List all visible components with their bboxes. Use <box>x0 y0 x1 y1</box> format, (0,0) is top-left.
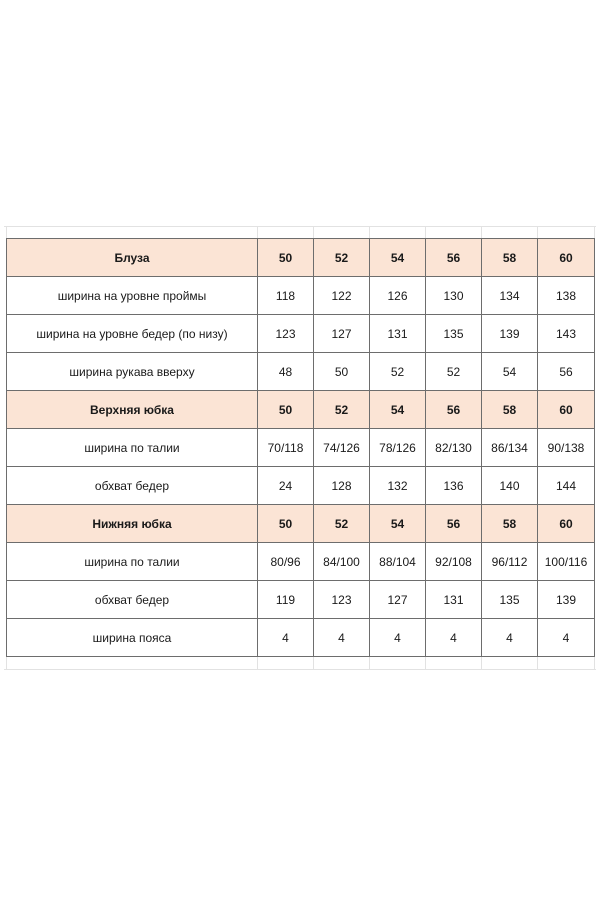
measurement-value: 127 <box>370 581 426 619</box>
measurement-value: 100/116 <box>538 543 595 581</box>
measurement-value: 138 <box>538 277 595 315</box>
measurement-value: 119 <box>258 581 314 619</box>
measurement-value: 84/100 <box>314 543 370 581</box>
measurement-value: 126 <box>370 277 426 315</box>
size-header-cell: 54 <box>370 505 426 543</box>
measurement-label: ширина по талии <box>7 429 258 467</box>
measurement-value: 86/134 <box>482 429 538 467</box>
measurement-value: 122 <box>314 277 370 315</box>
section-header-row <box>7 391 595 429</box>
measurement-value: 139 <box>482 315 538 353</box>
measurement-value: 82/130 <box>426 429 482 467</box>
table-row <box>7 315 595 353</box>
table-row <box>7 467 595 505</box>
measurement-value: 92/108 <box>426 543 482 581</box>
measurement-value: 50 <box>314 353 370 391</box>
measurement-value: 139 <box>538 581 595 619</box>
size-header-cell: 60 <box>538 391 595 429</box>
measurement-value: 54 <box>482 353 538 391</box>
sheet-gridline <box>4 669 596 670</box>
measurement-value: 128 <box>314 467 370 505</box>
table-row <box>7 429 595 467</box>
size-header-cell: 60 <box>538 239 595 277</box>
size-header-cell: 50 <box>258 239 314 277</box>
measurement-value: 131 <box>426 581 482 619</box>
measurement-value: 143 <box>538 315 595 353</box>
measurement-value: 74/126 <box>314 429 370 467</box>
measurement-value: 135 <box>426 315 482 353</box>
measurement-value: 131 <box>370 315 426 353</box>
measurement-value: 144 <box>538 467 595 505</box>
size-header-cell: 56 <box>426 391 482 429</box>
section-title: Верхняя юбка <box>7 391 258 429</box>
measurement-label: ширина по талии <box>7 543 258 581</box>
table-row <box>7 619 595 657</box>
size-header-cell: 52 <box>314 239 370 277</box>
table-row <box>7 353 595 391</box>
measurement-value: 78/126 <box>370 429 426 467</box>
measurement-value: 135 <box>482 581 538 619</box>
measurement-value: 80/96 <box>258 543 314 581</box>
size-header-cell: 58 <box>482 239 538 277</box>
measurement-value: 134 <box>482 277 538 315</box>
measurement-label: ширина на уровне проймы <box>7 277 258 315</box>
size-header-cell: 50 <box>258 391 314 429</box>
measurement-value: 118 <box>258 277 314 315</box>
measurement-value: 127 <box>314 315 370 353</box>
measurement-value: 136 <box>426 467 482 505</box>
size-header-cell: 50 <box>258 505 314 543</box>
size-header-cell: 52 <box>314 505 370 543</box>
measurement-label: обхват бедер <box>7 581 258 619</box>
measurement-value: 123 <box>314 581 370 619</box>
size-header-cell: 54 <box>370 391 426 429</box>
measurement-value: 96/112 <box>482 543 538 581</box>
size-header-cell: 56 <box>426 505 482 543</box>
measurement-value: 4 <box>314 619 370 657</box>
section-title: Нижняя юбка <box>7 505 258 543</box>
measurement-value: 52 <box>370 353 426 391</box>
table-row <box>7 543 595 581</box>
size-header-cell: 52 <box>314 391 370 429</box>
size-header-cell: 54 <box>370 239 426 277</box>
measurement-value: 88/104 <box>370 543 426 581</box>
measurement-label: ширина пояса <box>7 619 258 657</box>
section-header-row <box>7 505 595 543</box>
measurement-value: 130 <box>426 277 482 315</box>
sheet-gridline <box>4 226 596 227</box>
measurement-value: 140 <box>482 467 538 505</box>
table-row <box>7 277 595 315</box>
measurement-value: 4 <box>482 619 538 657</box>
measurement-value: 48 <box>258 353 314 391</box>
size-chart-table <box>6 238 595 657</box>
measurement-value: 4 <box>538 619 595 657</box>
size-table-body <box>7 239 595 657</box>
size-header-cell: 60 <box>538 505 595 543</box>
measurement-value: 132 <box>370 467 426 505</box>
measurement-value: 24 <box>258 467 314 505</box>
size-header-cell: 56 <box>426 239 482 277</box>
size-header-cell: 58 <box>482 391 538 429</box>
table-row <box>7 581 595 619</box>
measurement-label: ширина рукава вверху <box>7 353 258 391</box>
measurement-value: 70/118 <box>258 429 314 467</box>
section-title: Блуза <box>7 239 258 277</box>
measurement-label: ширина на уровне бедер (по низу) <box>7 315 258 353</box>
measurement-value: 4 <box>426 619 482 657</box>
size-header-cell: 58 <box>482 505 538 543</box>
section-header-row <box>7 239 595 277</box>
measurement-value: 123 <box>258 315 314 353</box>
measurement-value: 4 <box>370 619 426 657</box>
measurement-value: 4 <box>258 619 314 657</box>
measurement-label: обхват бедер <box>7 467 258 505</box>
measurement-value: 90/138 <box>538 429 595 467</box>
measurement-value: 56 <box>538 353 595 391</box>
measurement-value: 52 <box>426 353 482 391</box>
